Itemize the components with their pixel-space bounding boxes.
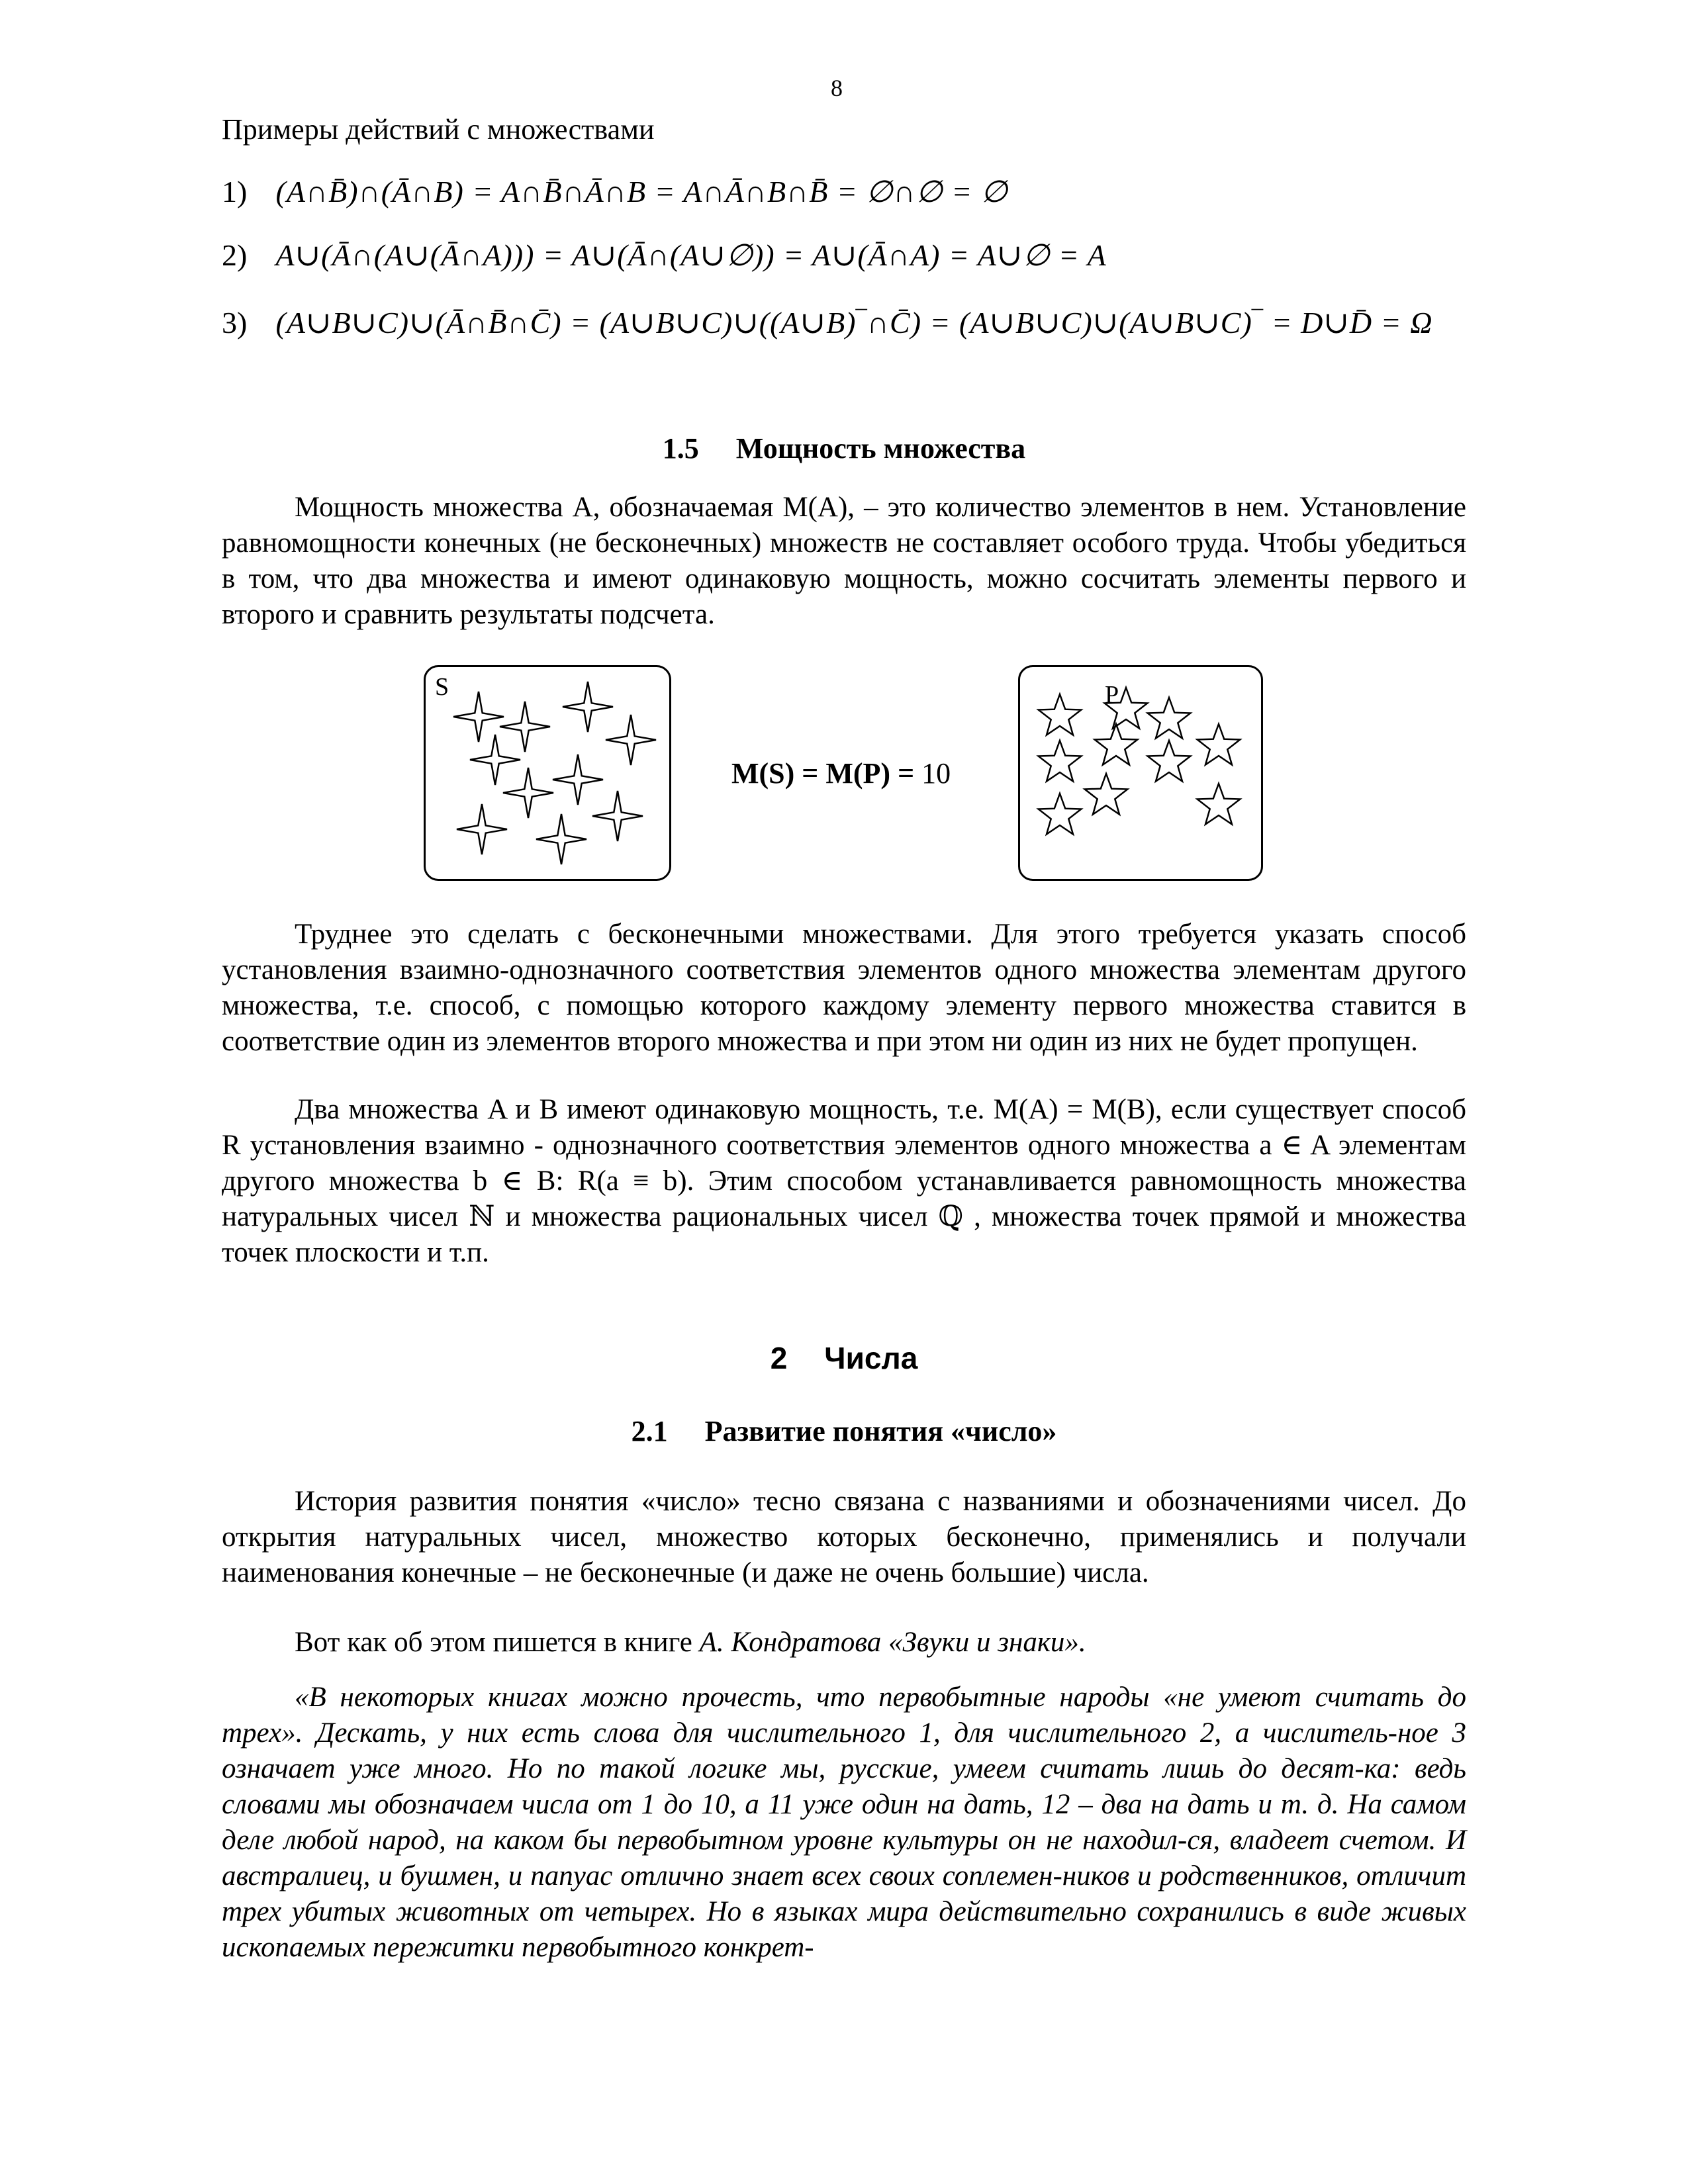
- paragraph-history: История развития понятия «число» тесно связана с названиями и обозначениями чисел. До открытия натуральных чисел, множество которых бесконечно, применялись и получали наименования конечные – не бесконечные (и даже не очень большие) числа.: [222, 1486, 1466, 1588]
- set-p-element: [1105, 688, 1148, 729]
- formula-1: [222, 173, 1008, 216]
- set-p-element: [1039, 741, 1082, 782]
- set-s-element: [453, 692, 504, 742]
- quote-paragraph: «В некоторых книгах можно прочесть, что первобытные народы «не умеют считать до трех». Дескать, у них есть слова для числительного 1, для числительного 2, а числитель-ное 3 означает уже много. Но по такой логике мы, русские, умеем считать лишь до десят-ка: ведь словами мы обозначаем числа от 1 до 10, а 11 уже один на дать, 12 – два на дать и т. д. На самом деле любой народ, на каком бы первобытном уровне культуры он не находил-ся, владеет счетом. И австралиец, и бушмен, и папуас отлично знает всех своих соплемен-ников и родственников, отличит трех убитых животных от четырех. Но в языках мира действительно сохранились в виде живых ископаемых пережитки первобытного конкрет-: [222, 1682, 1466, 1963]
- section-heading-2-1: [0, 1414, 1688, 1448]
- formula-expression: (A∪B∪C)∪(Ā∩B̄∩C̄) = (A∪B∪C)∪((A∪B)‾∩C̄) = (A∪B∪C)∪(A∪B∪C)‾ = D∪D̄ = Ω: [275, 306, 1433, 340]
- set-p-element: [1095, 724, 1138, 765]
- set-s-element: [536, 814, 586, 864]
- section-heading-1-5: [0, 432, 1688, 465]
- formula-expression: A∪(Ā∩(A∪(Ā∩A))) = A∪(Ā∩(A∪∅)) = A∪(Ā∩A) = A∪∅ = A: [275, 238, 1107, 272]
- set-s-element: [563, 682, 613, 732]
- set-s-elements: [426, 667, 669, 879]
- set-p-element: [1085, 774, 1128, 815]
- equality-text: M(S) = M(P) =: [731, 757, 915, 790]
- equality-value: 10: [921, 757, 951, 790]
- set-s-element: [606, 715, 656, 765]
- set-s-element: [592, 791, 643, 841]
- set-p-elements: [1020, 667, 1261, 879]
- paragraph-book: [222, 1625, 1466, 1661]
- book-reference: А. Кондратова «Звуки и знаки».: [699, 1627, 1086, 1658]
- section-number: 2: [770, 1341, 788, 1375]
- set-p-label: P: [1105, 681, 1119, 709]
- set-s-element: [500, 702, 550, 752]
- formula-number: 2): [222, 238, 248, 272]
- section-title: Развитие понятия «число»: [704, 1415, 1057, 1447]
- formula-2: [222, 237, 1107, 279]
- formula-number: 3): [222, 306, 248, 340]
- paragraph-infinite: Труднее это сделать с бесконечными множествами. Для этого требуется указать способ установления взаимно-однозначного соответствия элементов одного множества элементам другого множества, т.е. способ, с помощью которого каждому элементу первого множества ставится в соответствие один из элементов второго множества и при этом ни один из них не будет пропущен.: [222, 919, 1466, 1057]
- paragraph-power: Мощность множества A, обозначаемая M(A), – это количество элементов в нем. Установление равномощности конечных (не бесконечных) множеств не составляет особого труда. Чтобы убедиться в том, что два множества и имеют одинаковую мощность, можно сосчитать элементы первого и второго и сравнить результаты подсчета.: [222, 492, 1466, 630]
- set-p-element: [1039, 694, 1082, 735]
- section-number: 2.1: [631, 1415, 668, 1447]
- set-s-element: [553, 754, 603, 805]
- set-p-element: [1197, 724, 1241, 765]
- formula-3: [222, 304, 1432, 347]
- set-p-element: [1197, 784, 1241, 825]
- set-s-label: S: [435, 673, 449, 701]
- set-s-element: [503, 768, 553, 818]
- set-s-element: [457, 804, 507, 854]
- set-p-element: [1148, 741, 1191, 782]
- book-lead: Вот как об этом пишется в книге: [295, 1627, 700, 1658]
- set-p-box: [1018, 665, 1263, 881]
- formula-expression: (A∩B̄)∩(Ā∩B) = A∩B̄∩Ā∩B = A∩Ā∩B∩B̄ = ∅∩∅ = ∅: [275, 175, 1008, 208]
- page-number: 8: [831, 75, 843, 101]
- section-title: Числа: [824, 1341, 918, 1375]
- set-p-element: [1148, 698, 1191, 739]
- section-heading-2: [0, 1340, 1688, 1376]
- cardinality-equality: [731, 756, 951, 790]
- set-p-element: [1039, 794, 1082, 835]
- paragraph-equal-power: Два множества A и B имеют одинаковую мощность, т.е. M(A) = M(B), если существует способ R установления взаимно - однозначного соответствия элементов одного множества a ∈ A элементам другого множества b ∈ B: R(a ≡ b). Этим способом устанавливается равномощность множества натуральных чисел ℕ и множества рациональных чисел ℚ , множества точек прямой и множества точек плоскости и т.п.: [222, 1094, 1466, 1268]
- section-title: Мощность множества: [735, 432, 1026, 465]
- set-s-box: [424, 665, 671, 881]
- set-s-element: [470, 735, 520, 785]
- examples-title: Примеры действий с множествами: [222, 113, 655, 146]
- formula-number: 1): [222, 175, 248, 208]
- section-number: 1.5: [662, 432, 699, 465]
